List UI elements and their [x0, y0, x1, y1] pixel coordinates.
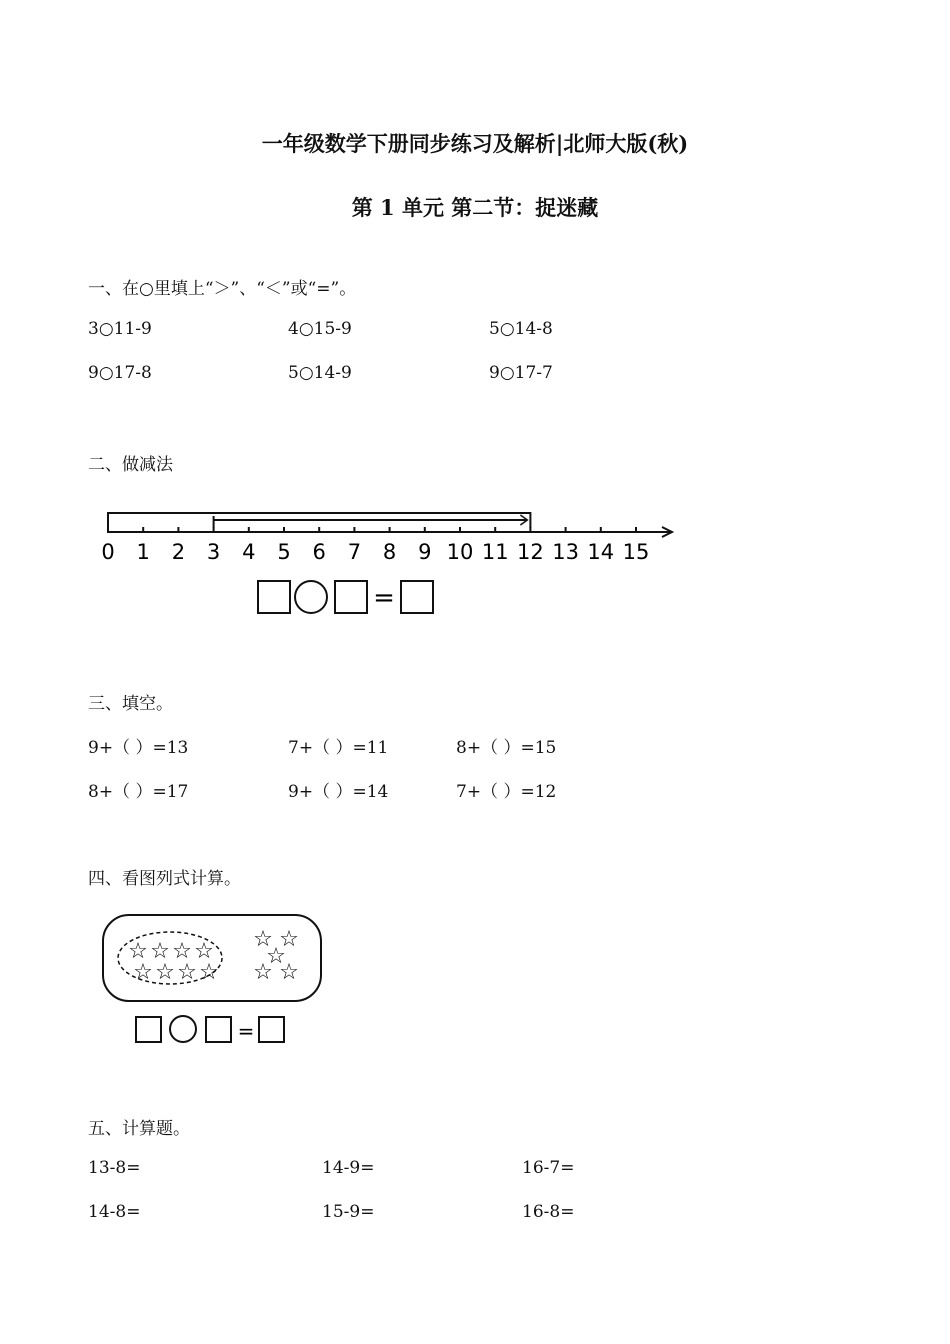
star-icon: ☆: [199, 960, 219, 985]
number-line-label: 13: [552, 540, 579, 564]
fill-blank-item: 9+（ ）=14: [288, 782, 389, 802]
star-icon: ☆: [253, 960, 273, 985]
number-line-label: 14: [587, 540, 615, 564]
number-line-label: 12: [517, 540, 544, 564]
number-line-label: 9: [418, 540, 432, 564]
calc-item: 14-9=: [322, 1158, 375, 1178]
star-icon: ☆: [128, 939, 148, 964]
calc-item: 13-8=: [88, 1158, 141, 1178]
star-icon: ☆: [279, 927, 299, 952]
compare-item: 5○14-8: [489, 319, 553, 339]
star-icon: ☆: [155, 960, 175, 985]
equals-sign: =: [373, 583, 395, 613]
number-line-label: 8: [382, 540, 397, 564]
equation-boxes-subtraction: [255, 578, 440, 618]
answer-box: [136, 1017, 161, 1042]
answer-box: [258, 581, 290, 613]
number-line-label: 15: [622, 540, 650, 564]
star-icon: ☆: [279, 960, 299, 985]
compare-item: 9○17-7: [489, 363, 553, 383]
compare-item: 5○14-9: [288, 363, 352, 383]
fill-blank-item: 7+（ ）=12: [456, 782, 557, 802]
compare-item: 9○17-8: [88, 363, 152, 383]
star-icon: ☆: [172, 939, 192, 964]
fill-blank-item: 8+（ ）=17: [88, 782, 189, 802]
number-line-label: 5: [277, 540, 291, 564]
answer-box: [335, 581, 367, 613]
stars-group: [128, 927, 299, 985]
calc-item: 16-7=: [522, 1158, 575, 1178]
section-1-heading: 一、在○里填上“＞”、“＜”或“=”。: [88, 279, 357, 299]
star-icon: ☆: [194, 939, 214, 964]
fill-blank-item: 8+（ ）=15: [456, 738, 557, 758]
number-line-label: 6: [312, 540, 326, 564]
answer-box: [259, 1017, 284, 1042]
calc-item: 14-8=: [88, 1202, 141, 1222]
section-5-heading: 五、计算题。: [88, 1119, 190, 1139]
number-line-label: 11: [481, 540, 509, 564]
section-3-heading: 三、填空。: [88, 694, 173, 714]
number-line-label: 2: [171, 540, 186, 564]
number-line-label: 7: [347, 540, 362, 564]
star-icon: ☆: [133, 960, 153, 985]
number-line-label: 4: [242, 540, 256, 564]
answer-box: [206, 1017, 231, 1042]
answer-box: [401, 581, 433, 613]
calc-item: 15-9=: [322, 1202, 375, 1222]
calc-item: 16-8=: [522, 1202, 575, 1222]
number-line-label: 0: [101, 540, 115, 564]
star-icon: ☆: [253, 927, 273, 952]
star-icon: ☆: [177, 960, 197, 985]
operator-circle: [295, 581, 327, 613]
equation-boxes-picture: [133, 1013, 288, 1047]
number-line-label: 10: [446, 540, 474, 564]
compare-item: 4○15-9: [288, 319, 352, 339]
number-line-figure: [95, 505, 685, 575]
fill-blank-item: 9+（ ）=13: [88, 738, 189, 758]
star-icon: ☆: [150, 939, 170, 964]
star-icon: ☆: [266, 944, 286, 969]
document-title: 一年级数学下册同步练习及解析|北师大版(秋): [261, 131, 689, 156]
compare-item: 3○11-9: [88, 319, 152, 339]
fill-blank-item: 7+（ ）=11: [288, 738, 389, 758]
star-picture: [100, 912, 325, 1004]
number-line-labels: [101, 540, 649, 564]
equals-sign: =: [237, 1019, 255, 1043]
number-line-label: 3: [206, 540, 221, 564]
section-4-heading: 四、看图列式计算。: [88, 869, 241, 889]
document-subtitle: 第 1 单元 第二节：捉迷藏: [351, 195, 599, 220]
section-2-heading: 二、做减法: [88, 455, 173, 475]
operator-circle: [170, 1016, 196, 1042]
number-line-label: 1: [136, 540, 150, 564]
